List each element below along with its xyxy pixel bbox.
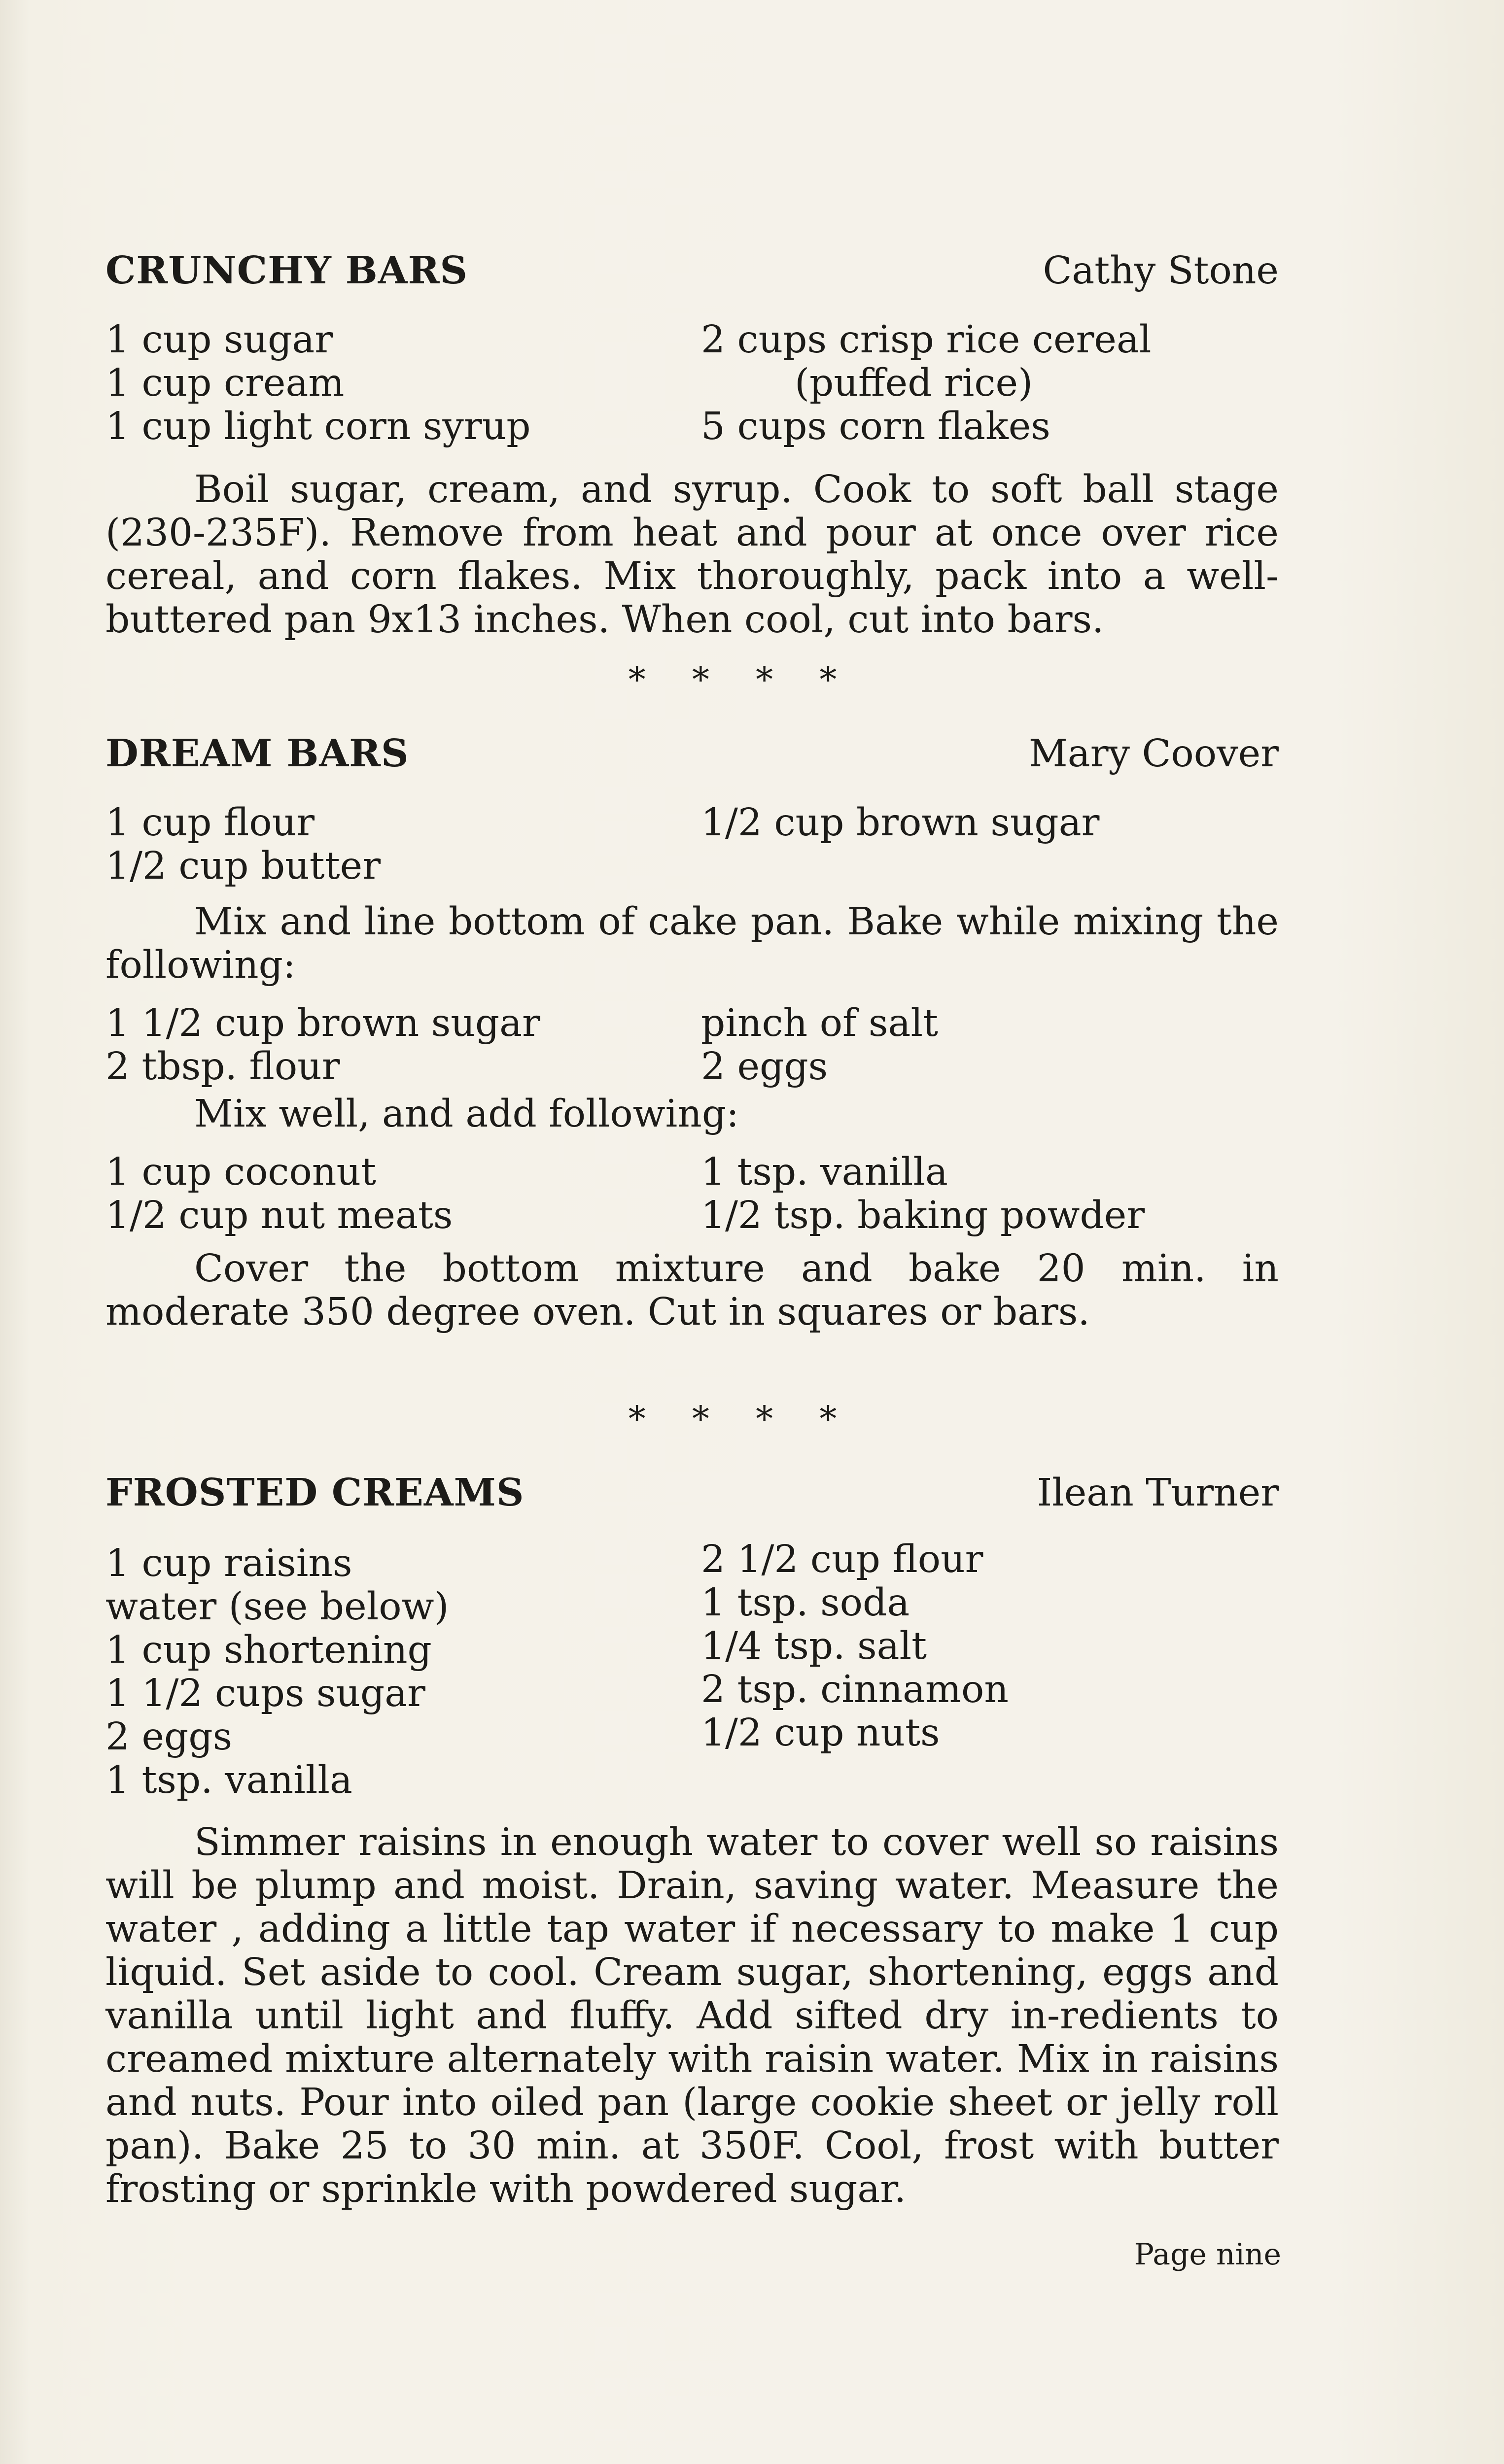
recipe-header [105, 732, 1279, 776]
recipe-header [105, 249, 1279, 293]
recipe-author: Ilean Turner [1037, 1471, 1279, 1515]
ingredient: 1/2 cup brown sugar [701, 801, 1100, 845]
ingredient: 2 tsp. cinnamon [701, 1668, 1009, 1711]
ingredient: 1/2 cup nuts [701, 1711, 940, 1755]
ingredient-list [105, 318, 1279, 448]
ingredient: 1 cup coconut [105, 1150, 377, 1194]
ingredient: 1 cup flour [105, 801, 315, 845]
recipe-author: Cathy Stone [1043, 249, 1279, 293]
ingredient: 2 tbsp. flour [105, 1045, 340, 1089]
page-number: Page nine [1134, 2237, 1281, 2272]
ingredient: 1 tsp. vanilla [701, 1150, 948, 1194]
separator: * * * * [628, 659, 855, 700]
ingredient-list [105, 1538, 1279, 1802]
recipe-header [105, 1471, 1279, 1515]
step: Mix and line bottom of cake pan. Bake while mixing the following: [105, 900, 1279, 987]
ingredient: 2 1/2 cup flour [701, 1538, 983, 1581]
recipe-title: FROSTED CREAMS [105, 1471, 525, 1515]
ingredient: 1 1/2 cup brown sugar [105, 1001, 540, 1045]
ingredient: 1 cup light corn syrup [105, 405, 531, 448]
recipe-frosted-creams [105, 1471, 1279, 2211]
step: Cover the bottom mixture and bake 20 min. in moderate 350 degree oven. Cut in squares or bars. [105, 1247, 1279, 1334]
ingredient: 1 tsp. vanilla [105, 1758, 352, 1802]
ingredient: 1 1/2 cups sugar [105, 1672, 425, 1715]
ingredient: 1 cup cream [105, 361, 345, 405]
recipe-author: Mary Coover [1028, 732, 1279, 776]
recipe-title: DREAM BARS [105, 731, 409, 776]
ingredient: (puffed rice) [795, 361, 1033, 405]
recipe-crunchy-bars [105, 249, 1279, 642]
ingredient: 1 cup sugar [105, 318, 333, 362]
ingredient: 1 cup shortening [105, 1628, 432, 1672]
recipe-title: CRUNCHY BARS [105, 248, 468, 293]
ingredient-list [105, 1002, 1279, 1089]
ingredient-list [105, 1151, 1279, 1237]
recipe-dream-bars [105, 732, 1279, 1334]
ingredient: 1/2 tsp. baking powder [701, 1194, 1145, 1237]
ingredient: 1/2 cup nut meats [105, 1194, 453, 1237]
separator: * * * * [628, 1399, 855, 1439]
directions: Simmer raisins in enough water to cover well so raisins will be plump and moist. Drain, saving water. Measure the water , adding a little tap water if necessary to make 1 cup liquid. Set aside to cool. Cream sugar, shortening, eggs and vanilla until light and fluffy. Add sifted dry in-redients to creamed mixture alternately with raisin water. Mix in raisins and nuts. Pour into oiled pan (large cookie sheet or jelly roll pan). Bake 25 to 30 min. at 350F. Cool, frost with butter frosting or sprinkle with powdered sugar. [105, 1820, 1279, 2211]
ingredient: 1 tsp. soda [701, 1581, 910, 1625]
ingredient: 5 cups corn flakes [701, 405, 1050, 448]
ingredient: 2 eggs [105, 1715, 233, 1759]
ingredient: 1 cup raisins [105, 1541, 352, 1585]
step: Mix well, and add following: [194, 1092, 739, 1136]
ingredient: pinch of salt [701, 1001, 939, 1045]
ingredient: 2 eggs [701, 1045, 828, 1089]
ingredient: 1/2 cup butter [105, 844, 381, 888]
ingredient-list [105, 801, 1279, 888]
ingredient: water (see below) [105, 1585, 449, 1629]
ingredient: 2 cups crisp rice cereal [701, 318, 1152, 362]
ingredient: 1/4 tsp. salt [701, 1624, 927, 1668]
directions: Boil sugar, cream, and syrup. Cook to soft ball stage (230-235F). Remove from heat and pour at once over rice cereal, and corn flakes. Mix thoroughly, pack into a well-buttered pan 9x13 inches. When cool, cut into bars. [105, 468, 1279, 642]
